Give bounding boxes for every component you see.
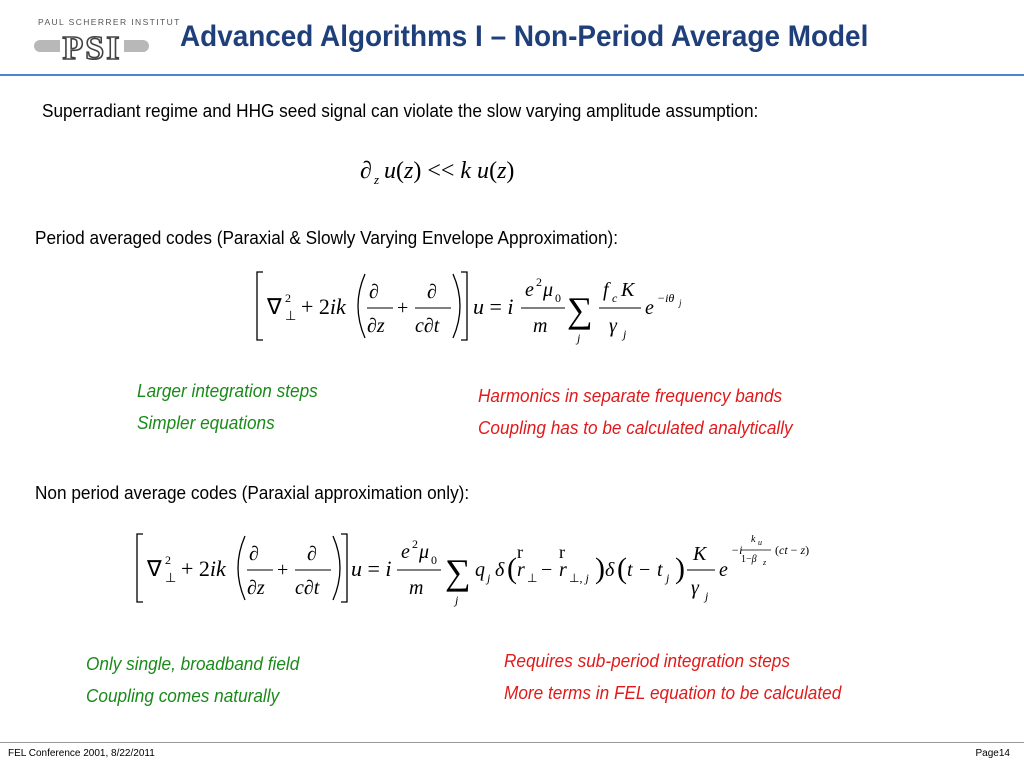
svg-text:∇: ∇ [147, 556, 162, 581]
svg-text:k: k [751, 534, 756, 545]
svg-text:m: m [409, 577, 424, 599]
svg-text:⊥: ⊥ [285, 308, 297, 323]
svg-text:r: r [517, 542, 523, 562]
svg-text:∂z: ∂z [367, 315, 385, 337]
svg-text:δ: δ [495, 559, 505, 581]
svg-text:t: t [627, 559, 633, 581]
svg-text:∂: ∂ [369, 281, 379, 303]
institute-name: PAUL SCHERRER INSTITUT [38, 17, 181, 27]
svg-text:−: − [541, 559, 553, 581]
svg-text:−i: −i [731, 543, 743, 557]
svg-text:f: f [603, 279, 609, 301]
svg-text:2: 2 [412, 537, 418, 551]
svg-text:∂: ∂ [249, 543, 259, 565]
svg-text:(: ( [507, 552, 517, 585]
svg-text:(ct − z): (ct − z) [775, 543, 810, 557]
svg-text:∂: ∂ [360, 158, 372, 184]
svg-text:∇: ∇ [267, 294, 282, 319]
svg-text:t: t [657, 559, 663, 581]
svg-text:u = i: u = i [473, 294, 514, 319]
svg-text:−: − [639, 559, 651, 581]
svg-text:2: 2 [536, 275, 542, 289]
svg-text:∂z: ∂z [247, 577, 265, 599]
non-period-con-item: Requires sub-period integration steps [504, 650, 790, 671]
non-period-equation [135, 530, 835, 612]
svg-text:⊥: ⊥ [527, 571, 538, 585]
svg-text:c∂t: c∂t [415, 315, 440, 337]
svg-text:z: z [374, 172, 380, 187]
svg-text:j: j [455, 593, 459, 607]
svg-text:1−β: 1−β [741, 554, 757, 565]
svg-text:): ) [675, 552, 685, 585]
svg-text:+ 2ik: + 2ik [181, 556, 226, 581]
svg-text:j: j [623, 327, 627, 341]
svg-text:r: r [559, 559, 567, 581]
svg-text:0: 0 [555, 291, 561, 305]
svg-text:m: m [533, 315, 548, 337]
svg-text:e: e [525, 279, 534, 301]
svg-text:∂: ∂ [427, 281, 437, 303]
svg-text:⊥, j: ⊥, j [569, 571, 589, 585]
page-title: Advanced Algorithms I – Non-Period Average Model [180, 20, 869, 53]
non-period-heading: Non period average codes (Paraxial approximation only): [35, 482, 470, 503]
svg-text:e: e [719, 559, 728, 581]
psi-logo-text: PSI [62, 30, 122, 64]
svg-text:j: j [666, 571, 670, 585]
svg-text:+: + [277, 559, 289, 581]
header-divider [0, 74, 1024, 76]
svg-text:r: r [559, 542, 565, 562]
footer-divider [0, 742, 1024, 743]
svg-text:γ: γ [609, 315, 617, 337]
svg-text:c∂t: c∂t [295, 577, 320, 599]
svg-text:μ: μ [543, 279, 554, 301]
svg-text:r: r [517, 559, 525, 581]
non-period-con-item: More terms in FEL equation to be calculated [504, 682, 842, 703]
svg-text:+: + [397, 297, 409, 319]
svg-text:e: e [401, 541, 410, 563]
svg-text:K: K [693, 543, 707, 565]
svg-text:∑: ∑ [567, 290, 593, 330]
period-averaged-equation [255, 268, 715, 348]
svg-text:u: u [758, 538, 762, 547]
svg-text:j: j [679, 298, 682, 308]
period-pro-item: Simpler equations [137, 412, 275, 433]
svg-text:(: ( [617, 552, 627, 585]
footer-conference: FEL Conference 2001, 8/22/2011 [8, 748, 155, 759]
svg-text:c: c [612, 291, 618, 305]
svg-text:j: j [705, 589, 709, 603]
svg-text:u(z) << k u(z): u(z) << k u(z) [384, 158, 515, 184]
svg-text:2: 2 [165, 553, 171, 567]
period-con-item: Harmonics in separate frequency bands [478, 385, 783, 406]
svg-text:0: 0 [431, 553, 437, 567]
svg-text:j: j [577, 331, 581, 345]
slow-varying-condition-equation [358, 150, 558, 190]
svg-text:γ: γ [691, 577, 699, 599]
svg-text:z: z [763, 558, 767, 567]
svg-text:μ: μ [419, 541, 430, 563]
svg-text:∂: ∂ [307, 543, 317, 565]
svg-text:): ) [595, 552, 605, 585]
period-con-item: Coupling has to be calculated analytically [478, 417, 793, 438]
svg-text:+ 2ik: + 2ik [301, 294, 346, 319]
svg-text:δ: δ [605, 559, 615, 581]
non-period-pro-item: Only single, broadband field [86, 653, 300, 674]
svg-text:K: K [621, 279, 635, 301]
footer-page-number: Page14 [975, 748, 1010, 759]
period-averaged-heading: Period averaged codes (Paraxial & Slowly Varying Envelope Approximation): [35, 227, 619, 248]
psi-logo [34, 30, 149, 64]
intro-text: Superradiant regime and HHG seed signal can violate the slow varying amplitude assumption: [42, 100, 759, 121]
period-pro-item: Larger integration steps [137, 380, 318, 401]
svg-text:u = i: u = i [351, 556, 392, 581]
non-period-pro-item: Coupling comes naturally [86, 685, 280, 706]
svg-text:2: 2 [285, 291, 291, 305]
svg-text:⊥: ⊥ [165, 570, 177, 585]
svg-text:e: e [645, 297, 654, 319]
svg-text:q: q [475, 559, 485, 581]
svg-text:j: j [487, 571, 491, 585]
svg-text:∑: ∑ [445, 552, 471, 592]
svg-text:−iθ: −iθ [657, 291, 675, 305]
